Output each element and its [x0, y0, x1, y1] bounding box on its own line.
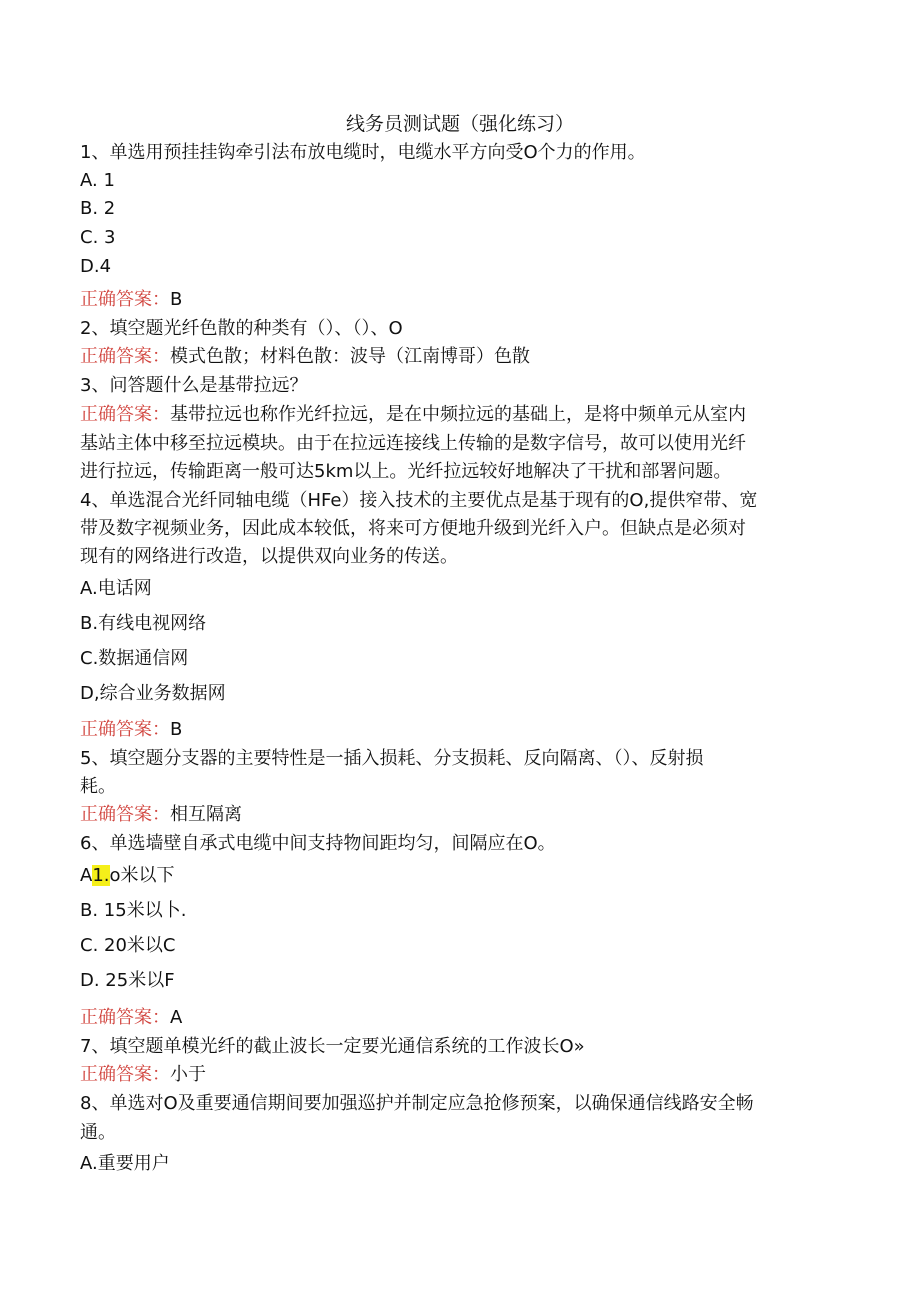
- question-2-stem: 2、填空题光纤色散的种类有（）、（）、O: [80, 318, 403, 339]
- highlighted-text: 1.: [92, 865, 110, 886]
- answer-label: 正确答案：: [80, 404, 170, 425]
- question-3-answer-line-3: 进行拉远，传输距离一般可达5km以上。光纤拉远较好地解决了干扰和部署问题。: [80, 461, 732, 482]
- question-5-stem-line-2: 耗。: [80, 776, 116, 797]
- answer-value: 模式色散；材料色散：波导（江南博哥）色散: [170, 346, 530, 367]
- option-a-prefix: A: [80, 865, 93, 886]
- question-7-answer: [80, 1061, 840, 1089]
- question-1-option-d: D.4: [80, 256, 112, 277]
- question-3-answer: [80, 401, 840, 429]
- question-4-option-d: D,综合业务数据网: [80, 683, 226, 704]
- question-4-stem-line-3: 现有的网络进行改造，以提供双向业务的传送。: [80, 546, 458, 567]
- question-4-stem-line-1: 4、单选混合光纤同轴电缆（HFe）接入技术的主要优点是基于现有的O,提供窄带、宽: [80, 490, 758, 511]
- option-a-suffix: o米以下: [109, 865, 175, 886]
- question-1-option-b: B. 2: [80, 198, 116, 219]
- answer-value: B: [170, 719, 183, 740]
- answer-label: 正确答案：: [80, 346, 170, 367]
- answer-label: 正确答案：: [80, 289, 170, 310]
- answer-label: 正确答案：: [80, 1064, 170, 1085]
- answer-value: 基带拉远也称作光纤拉远，是在中频拉远的基础上，是将中频单元从室内: [170, 404, 746, 425]
- question-6-answer: [80, 1004, 840, 1032]
- question-1-option-c: C. 3: [80, 227, 116, 248]
- document-title: 线务员测试题（强化练习）: [345, 113, 574, 135]
- question-4-answer: [80, 716, 840, 744]
- question-1-option-a: A. 1: [80, 170, 115, 191]
- question-8-stem-line-1: 8、单选对O及重要通信期间要加强巡护并制定应急抢修预案，以确保通信线路安全畅: [80, 1093, 754, 1114]
- answer-label: 正确答案：: [80, 719, 170, 740]
- question-5-stem-line-1: 5、填空题分支器的主要特性是一插入损耗、分支损耗、反向隔离、（）、反射损: [80, 748, 704, 769]
- answer-value: 小于: [170, 1064, 206, 1085]
- question-3-answer-line-2: 基站主体中移至拉远模块。由于在拉远连接线上传输的是数字信号，故可以使用光纤: [80, 433, 746, 454]
- question-7-stem: 7、填空题单模光纤的截止波长一定要光通信系统的工作波长O»: [80, 1036, 585, 1057]
- question-6-stem: 6、单选墙壁自承式电缆中间支持物间距均匀，间隔应在O。: [80, 833, 556, 854]
- question-4-option-a: A.电话网: [80, 578, 152, 599]
- question-6-option-b: B. 15米以卜.: [80, 900, 187, 921]
- question-8-stem-line-2: 通。: [80, 1122, 116, 1143]
- question-3-stem: 3、问答题什么是基带拉远？: [80, 375, 308, 396]
- question-5-answer: [80, 801, 840, 829]
- question-6-option-a: [80, 862, 840, 890]
- answer-value: B: [170, 289, 183, 310]
- answer-value: A: [170, 1007, 183, 1028]
- question-1-stem: 1、单选用预挂挂钩牵引法布放电缆时，电缆水平方向受O个力的作用。: [80, 142, 646, 163]
- question-4-option-c: C.数据通信网: [80, 648, 189, 669]
- question-4-option-b: B.有线电视网络: [80, 613, 207, 634]
- answer-value: 相互隔离: [170, 804, 242, 825]
- question-6-option-d: D. 25米以F: [80, 970, 175, 991]
- question-6-option-c: C. 20米以C: [80, 935, 176, 956]
- answer-label: 正确答案：: [80, 1007, 170, 1028]
- question-2-answer: [80, 343, 840, 371]
- answer-label: 正确答案：: [80, 804, 170, 825]
- question-4-stem-line-2: 带及数字视频业务，因此成本较低，将来可方便地升级到光纤入户。但缺点是必须对: [80, 518, 746, 539]
- question-8-option-a: A.重要用户: [80, 1153, 170, 1174]
- question-1-answer: [80, 286, 840, 314]
